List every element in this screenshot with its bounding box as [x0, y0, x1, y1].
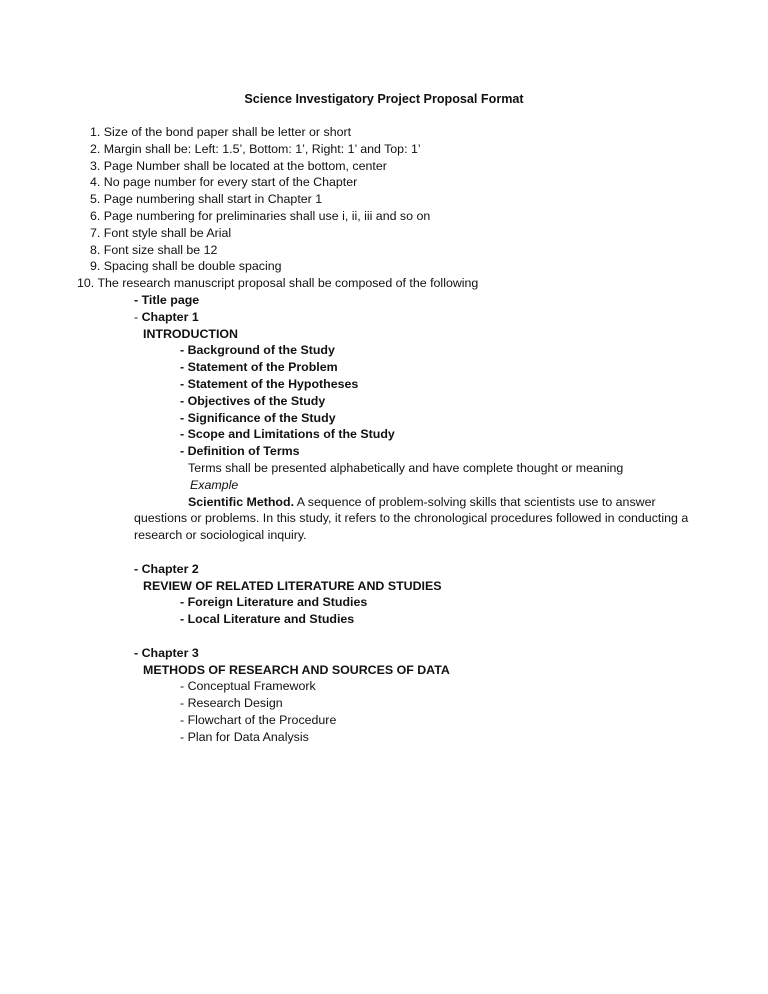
chapter3-section: - Conceptual Framework	[180, 679, 316, 694]
chapter1-label	[90, 309, 690, 326]
chapter1-section: - Background of the Study	[180, 343, 335, 358]
chapter1-section: - Statement of the Problem	[180, 360, 338, 375]
chapter1-section: - Definition of Terms	[180, 444, 300, 459]
chapter3-heading: METHODS OF RESEARCH AND SOURCES OF DATA	[143, 662, 450, 677]
chapter1-section: - Scope and Limitations of the Study	[180, 427, 395, 442]
chapter2-section: - Foreign Literature and Studies	[180, 595, 368, 610]
terms-note: Terms shall be presented alphabetically and have complete thought or meaning	[188, 460, 624, 475]
list-item: 8. Font size shall be 12	[90, 242, 218, 257]
example-definition: A sequence of problem-solving skills that scientists use to answer questions or problems. In this study, it refers to the chronological procedures followed in conducting a research or sociological inquiry.	[134, 494, 689, 543]
list-item: 9. Spacing shall be double spacing	[90, 259, 282, 274]
list-item: 7. Font style shall be Arial	[90, 225, 232, 240]
chapter1-section: - Objectives of the Study	[180, 393, 326, 408]
chapter3-section: - Flowchart of the Procedure	[180, 712, 337, 727]
chapter1-section: - Significance of the Study	[180, 410, 336, 425]
spacer	[90, 544, 690, 561]
list-item: 10. The research manuscript proposal shall be composed of the following	[77, 276, 479, 291]
chapter2-section: - Local Literature and Studies	[180, 612, 355, 627]
list-item: 6. Page numbering for preliminaries shall use i, ii, iii and so on	[90, 208, 431, 223]
title-page-item: - Title page	[134, 292, 200, 307]
list-item: 5. Page numbering shall start in Chapter 1	[90, 192, 323, 207]
chapter2-label: - Chapter 2	[134, 561, 199, 576]
example-label: Example	[190, 477, 239, 492]
format-list	[77, 124, 690, 745]
list-item: 1. Size of the bond paper shall be letter or short	[90, 125, 352, 139]
example-term: Scientific Method.	[188, 494, 295, 509]
list-item: 2. Margin shall be: Left: 1.5’, Bottom: 1’, Right: 1’ and Top: 1’	[90, 141, 421, 156]
chapter1-label-text: Chapter 1	[141, 309, 199, 324]
chapter1-dash: -	[134, 309, 142, 324]
chapter3-label: - Chapter 3	[134, 645, 199, 660]
list-item: 4. No page number for every start of the Chapter	[90, 175, 358, 190]
chapter2-heading: REVIEW OF RELATED LITERATURE AND STUDIES	[143, 578, 442, 593]
spacer	[90, 628, 690, 645]
list-item: 3. Page Number shall be located at the bottom, center	[90, 158, 387, 173]
example-paragraph	[90, 494, 694, 544]
chapter1-heading: INTRODUCTION	[143, 326, 238, 341]
chapter1-section: - Statement of the Hypotheses	[180, 376, 359, 391]
document-title: Science Investigatory Project Proposal Format	[244, 92, 524, 106]
chapter3-section: - Research Design	[180, 696, 283, 711]
chapter3-section: - Plan for Data Analysis	[180, 729, 309, 744]
